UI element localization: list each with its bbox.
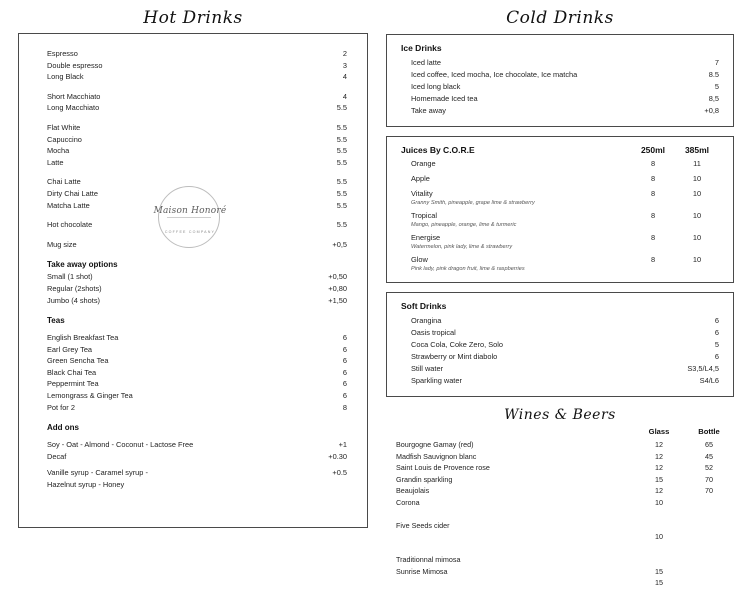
list-item [47, 91, 347, 103]
item-price: +0,5 [332, 239, 347, 249]
price-385ml: 10 [692, 211, 702, 220]
price-glass [634, 520, 684, 532]
item-name [396, 531, 634, 543]
wines-beers-title: Wines & Beers [504, 407, 616, 423]
price-bottle [684, 497, 734, 509]
list-item [47, 157, 347, 169]
item-name: Corona [396, 497, 420, 507]
price-250ml: 8 [650, 211, 656, 220]
item-price: S4/L6 [699, 376, 719, 385]
list-item [47, 390, 347, 402]
menu-group [47, 91, 347, 114]
list-item [401, 69, 719, 81]
column-header-bottle: Bottle [698, 427, 720, 436]
item-name: Orangina [411, 316, 442, 325]
item-name: Double espresso [47, 60, 103, 70]
spacer [47, 306, 347, 314]
price-250ml: 8 [650, 159, 656, 168]
wines-beers-table [386, 427, 734, 589]
list-item [47, 295, 347, 307]
item-name: Hazelnut syrup - Honey [47, 480, 125, 490]
section-heading-soft-drinks: Soft Drinks [401, 301, 447, 311]
column-header-name [396, 427, 634, 436]
table-row [386, 554, 734, 566]
list-item [47, 439, 347, 451]
maison-honore-logo [147, 184, 233, 248]
table-row [401, 210, 719, 229]
item-price: 5 [714, 340, 719, 349]
item-name: Vanille syrup - Caramel syrup - [47, 468, 148, 478]
price-bottle: 45 [705, 451, 713, 461]
list-item [401, 375, 719, 387]
section-heading-teas: Teas [47, 316, 65, 326]
item-name: Latte [47, 157, 64, 167]
item-price: 4 [342, 91, 347, 101]
item-name: Espresso [47, 49, 78, 58]
price-bottle [684, 531, 734, 543]
item-price: 5.5 [336, 157, 347, 167]
list-item [47, 355, 347, 367]
item-price: 6 [342, 367, 347, 377]
item-name [396, 577, 634, 589]
item-description: Mango, pineapple, orange, lime & turmeric [411, 222, 517, 228]
item-name: Capuccino [47, 134, 82, 144]
hot-drinks-column [18, 8, 368, 524]
price-glass: 12 [655, 486, 663, 495]
column-header-250ml: 250ml [640, 145, 666, 155]
item-price: +0.5 [332, 468, 347, 478]
item-name: Chai Latte [47, 177, 81, 187]
item-price: 8,5 [708, 94, 719, 103]
item-price: 8 [342, 402, 347, 412]
list-item [47, 283, 347, 295]
item-price: 6 [714, 316, 719, 325]
soft-drinks-box [386, 292, 734, 397]
item-name: Iced coffee, Iced mocha, Ice chocolate, Ice matcha [411, 70, 578, 79]
table-row [386, 566, 734, 578]
item-price: 6 [342, 379, 347, 389]
list-item [47, 451, 347, 463]
list-item [401, 363, 719, 375]
price-250ml: 8 [650, 233, 656, 242]
item-price: 5 [714, 82, 719, 91]
item-price: 3 [342, 60, 347, 70]
item-name: Take away [411, 106, 446, 115]
price-385ml: 10 [692, 174, 702, 183]
item-name: Tropical [411, 211, 438, 220]
item-name: Saint Louis de Provence rose [396, 463, 490, 472]
item-price: 8.5 [708, 70, 719, 79]
list-item [401, 57, 719, 69]
item-price: 6 [342, 344, 347, 354]
item-price: 5.5 [336, 146, 347, 156]
item-name: Orange [411, 159, 436, 168]
item-price: 6 [714, 328, 719, 337]
table-row [401, 158, 719, 170]
item-name: Small (1 shot) [47, 272, 93, 282]
price-bottle: 70 [705, 486, 713, 495]
item-name: Traditionnal mimosa [396, 555, 461, 564]
table-row [386, 485, 734, 497]
price-glass: 15 [655, 566, 663, 576]
list-item [47, 71, 347, 83]
item-price: 5.5 [336, 188, 347, 198]
item-name: Flat White [47, 122, 81, 132]
price-glass: 15 [655, 578, 663, 587]
item-price: 5.5 [336, 122, 347, 132]
item-name: Jumbo (4 shots) [47, 295, 100, 305]
item-price: +0,80 [328, 283, 347, 293]
table-row [386, 462, 734, 474]
item-name: Bourgogne Gamay (red) [396, 440, 474, 449]
list-item [47, 145, 347, 157]
table-row [386, 497, 734, 509]
item-name: Five Seeds cider [396, 520, 450, 530]
price-bottle: 65 [705, 440, 713, 449]
list-item [401, 339, 719, 351]
item-name: Energise [411, 233, 441, 242]
list-item [47, 134, 347, 146]
table-row [386, 577, 734, 589]
cold-drinks-column [386, 8, 734, 587]
menu-group [47, 122, 347, 168]
item-description: Pink lady, pink dragon fruit, lime & raspberries [411, 266, 525, 272]
table-row [401, 173, 719, 185]
hot-drinks-box [18, 33, 368, 528]
item-price: 6 [342, 333, 347, 343]
item-name: Vitality [411, 189, 433, 198]
list-item [47, 467, 347, 479]
item-name: Regular (2shots) [47, 283, 102, 293]
price-glass: 10 [655, 532, 663, 541]
item-description: Watermelon, pink lady, lime & strawberry [411, 244, 513, 250]
table-header-row [386, 427, 734, 436]
item-name: Earl Grey Tea [47, 344, 93, 354]
item-name: Black Chai Tea [47, 367, 97, 377]
price-bottle [684, 554, 734, 566]
list-item [47, 479, 347, 491]
item-name: Long Black [47, 72, 84, 82]
item-price: 6 [714, 352, 719, 361]
item-name: Strawberry or Mint diabolo [411, 352, 498, 361]
item-price: +1 [338, 440, 347, 450]
price-glass: 12 [655, 440, 663, 449]
table-row [386, 520, 734, 532]
section-heading-addons: Add ons [47, 423, 79, 433]
table-row [386, 439, 734, 451]
item-name: English Breakfast Tea [47, 333, 119, 343]
list-item [47, 60, 347, 72]
price-385ml: 10 [692, 233, 702, 242]
item-price: +0,50 [328, 272, 347, 282]
list-item [401, 351, 719, 363]
item-price: +1,50 [328, 295, 347, 305]
price-250ml: 8 [650, 174, 656, 183]
item-price: 5.5 [336, 220, 347, 230]
section-heading-takeaway: Take away options [47, 260, 118, 270]
price-bottle [684, 520, 734, 532]
item-price: 4 [342, 72, 347, 82]
list-item [47, 378, 347, 390]
hot-drinks-title: Hot Drinks [143, 8, 243, 28]
item-name: Soy - Oat - Almond - Coconut - Lactose Free [47, 440, 194, 450]
item-name: Pot for 2 [47, 402, 75, 412]
spacer [47, 413, 347, 421]
price-glass: 12 [655, 463, 663, 472]
list-item [401, 81, 719, 93]
table-row-spacer [386, 508, 734, 520]
price-bottle: 52 [705, 463, 713, 472]
item-name: Apple [411, 174, 430, 183]
item-price: 2 [342, 49, 347, 58]
table-row [401, 188, 719, 207]
price-bottle [684, 566, 734, 578]
spacer [47, 168, 347, 176]
item-name: Still water [411, 364, 444, 373]
price-bottle: 70 [705, 474, 713, 484]
item-name: Mocha [47, 146, 70, 156]
item-price: 7 [714, 58, 719, 67]
juices-box [386, 136, 734, 283]
list-item [47, 102, 347, 114]
item-name: Glow [411, 255, 428, 264]
menu-group [47, 48, 347, 83]
table-row [386, 474, 734, 486]
spacer [47, 250, 347, 258]
item-name: Iced latte [411, 58, 441, 67]
item-name: Beaujolais [396, 486, 430, 495]
table-row [386, 531, 734, 543]
price-385ml: 10 [692, 189, 702, 198]
item-price: 5.5 [336, 200, 347, 210]
column-header-glass: Glass [648, 427, 670, 436]
column-header-385ml: 385ml [684, 145, 710, 155]
item-name: Homemade Iced tea [411, 94, 478, 103]
list-item [47, 367, 347, 379]
item-price: +0.30 [328, 451, 347, 461]
item-name: Long Macchiato [47, 103, 100, 113]
item-price: +0,8 [704, 106, 719, 115]
logo-sub-text: COFFEE COMPANY [164, 230, 216, 234]
price-250ml: 8 [650, 189, 656, 198]
item-name: Mug size [47, 239, 77, 249]
price-385ml: 11 [693, 159, 701, 168]
price-glass: 12 [655, 451, 663, 461]
table-row [401, 254, 719, 273]
price-385ml: 10 [692, 255, 702, 264]
item-name: Iced long black [411, 82, 461, 91]
list-item [401, 93, 719, 105]
list-item [47, 48, 347, 60]
price-bottle [684, 577, 734, 589]
ice-drinks-box [386, 34, 734, 127]
logo-brand-text: Maison Honoré [153, 206, 227, 216]
price-glass: 10 [655, 497, 663, 507]
price-glass: 15 [655, 474, 663, 484]
item-price: S3,5/L4,5 [687, 364, 719, 373]
table-row-spacer [386, 543, 734, 555]
section-heading-ice-drinks: Ice Drinks [401, 43, 442, 53]
item-price: 5.5 [336, 134, 347, 144]
item-name: Peppermint Tea [47, 379, 99, 389]
item-name: Green Sencha Tea [47, 356, 109, 366]
table-row [386, 451, 734, 463]
item-price: 6 [342, 391, 347, 401]
item-name: Grandin sparkling [396, 474, 453, 484]
list-item [401, 327, 719, 339]
list-item [401, 105, 719, 117]
item-price: 6 [342, 356, 347, 366]
list-item [47, 271, 347, 283]
item-name: Matcha Latte [47, 200, 90, 210]
price-glass [634, 554, 684, 566]
item-name: Oasis tropical [411, 328, 456, 337]
item-name: Sunrise Mimosa [396, 566, 448, 576]
list-item [47, 402, 347, 414]
item-name: Sparkling water [411, 376, 462, 385]
price-250ml: 8 [650, 255, 656, 264]
item-price: 5.5 [336, 103, 347, 113]
item-name: Coca Cola, Coke Zero, Solo [411, 340, 504, 349]
item-name: Dirty Chai Latte [47, 188, 98, 198]
item-name: Decaf [47, 451, 67, 461]
section-heading-juices: Juices By C.O.R.E [401, 145, 475, 155]
item-price: 5.5 [336, 177, 347, 187]
list-item [47, 344, 347, 356]
list-item [47, 122, 347, 134]
list-item [401, 315, 719, 327]
item-name: Hot chocolate [47, 220, 93, 230]
item-description: Granny Smith, pineapple, grape lime & strawberry [411, 200, 535, 206]
spacer [47, 114, 347, 122]
cold-drinks-title: Cold Drinks [506, 8, 614, 28]
item-name: Madfish Sauvignon blanc [396, 451, 477, 461]
list-item [47, 332, 347, 344]
table-row [401, 232, 719, 251]
item-name: Short Macchiato [47, 91, 101, 101]
juices-header-row [401, 145, 719, 155]
item-name: Lemongrass & Ginger Tea [47, 391, 133, 401]
spacer [47, 83, 347, 91]
